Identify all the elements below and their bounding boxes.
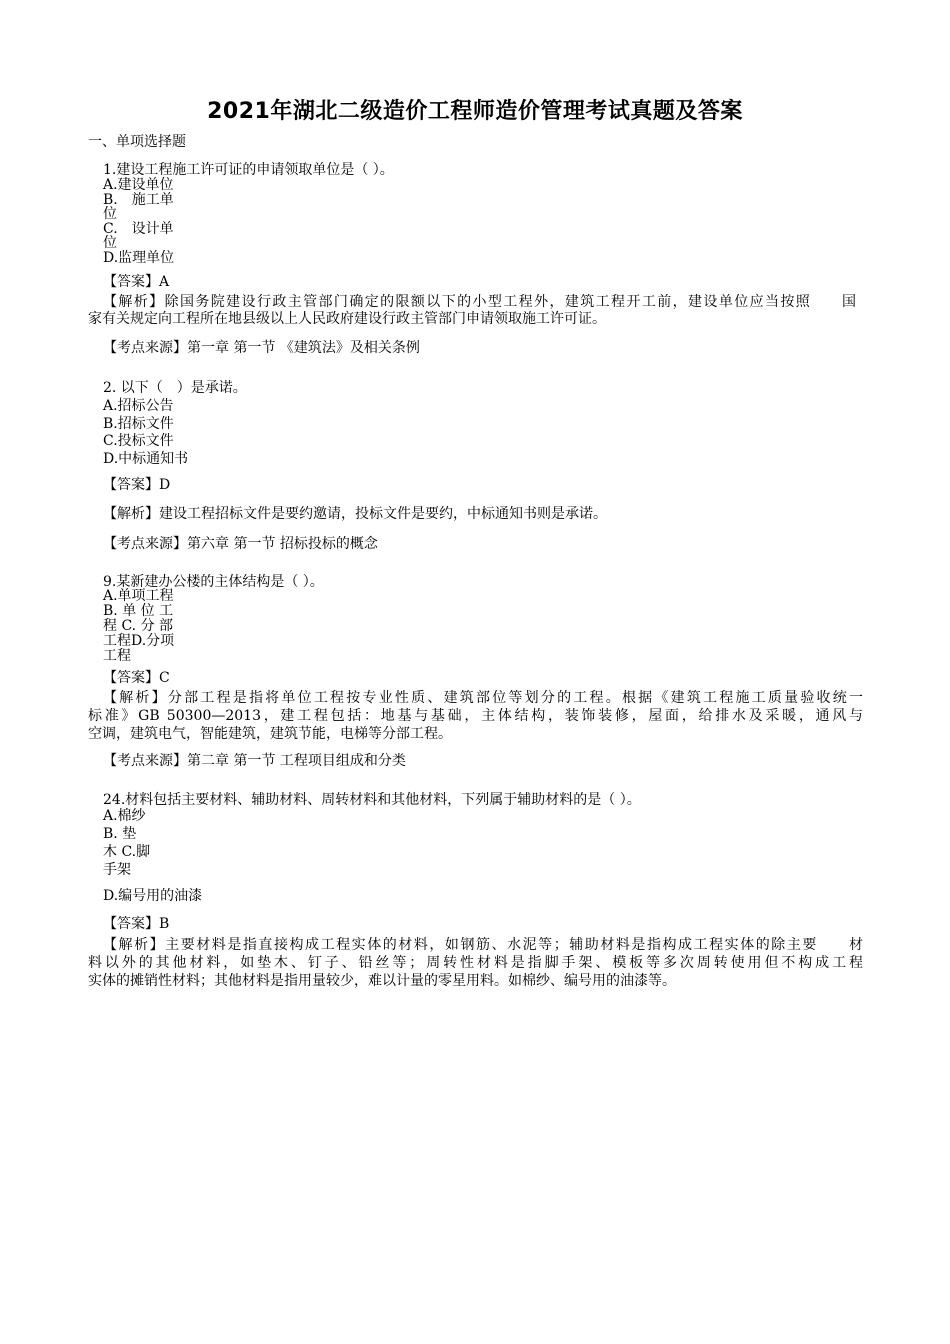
- option: C. 设计单: [103, 221, 174, 237]
- option: 木 C.脚: [103, 844, 151, 860]
- question-stem: 9.某新建办公楼的主体结构是（ ）。: [103, 574, 324, 590]
- answer: 【答案】A: [103, 274, 170, 290]
- answer: 【答案】C: [103, 670, 170, 686]
- page-title: 2021年湖北二级造价工程师造价管理考试真题及答案: [207, 99, 743, 124]
- source: 【考点来源】第六章 第一节 招标投标的概念: [103, 536, 378, 552]
- analysis-line: 空调，建筑电气，智能建筑，建筑节能，电梯等分部工程。: [88, 726, 452, 742]
- option: D.编号用的油漆: [103, 888, 203, 904]
- analysis-line: 家有关规定向工程所在地县级以上人民政府建设行政主管部门申请领取施工许可证。: [88, 311, 606, 327]
- option: D.中标通知书: [103, 451, 189, 467]
- option: 程 C. 分 部: [103, 618, 174, 634]
- question-stem: 2. 以下（ ）是承诺。: [103, 380, 247, 396]
- option: 工程D.分项: [103, 633, 175, 649]
- section-heading: 一、单项选择题: [88, 134, 186, 150]
- option: B.招标文件: [103, 416, 174, 432]
- analysis-line: 【解析】分部工程是指将单位工程按专业性质、建筑部位等划分的工程。根据《建筑工程施工质量验收统一: [103, 690, 863, 706]
- source: 【考点来源】第二章 第一节 工程项目组成和分类: [103, 753, 406, 769]
- option: C.投标文件: [103, 433, 174, 449]
- source: 【考点来源】第一章 第一节 《建筑法》及相关条例: [103, 340, 420, 356]
- analysis-line: 标准》GB 50300—2013，建工程包括：地基与基础，主体结构，装饰装修，屋面，给排水及采暖，通风与: [88, 708, 863, 724]
- question-stem: 24.材料包括主要材料、辅助材料、周转材料和其他材料，下列属于辅助材料的是（ ）。: [103, 792, 641, 808]
- option: 手架: [103, 862, 131, 878]
- option: A.建设单位: [103, 177, 174, 193]
- question-stem: 1.建设工程施工许可证的申请领取单位是（ ）。: [103, 162, 394, 178]
- option: 位: [103, 206, 117, 222]
- option: B. 施工单: [103, 192, 174, 208]
- answer: 【答案】D: [103, 477, 171, 493]
- analysis-line: 【解析】主要材料是指直接构成工程实体的材料，如钢筋、水泥等；辅助材料是指构成工程实体的除主要 材: [103, 937, 863, 953]
- analysis-line: 【解析】除国务院建设行政主管部门确定的限额以下的小型工程外，建筑工程开工前，建设单位应当按照 国: [103, 294, 856, 310]
- option: A.单项工程: [103, 588, 174, 604]
- option: B. 单 位 工: [103, 603, 174, 619]
- option: A.棉纱: [103, 808, 146, 824]
- option: B. 垫: [103, 826, 137, 842]
- option: A.招标公告: [103, 398, 174, 414]
- answer: 【答案】B: [103, 916, 170, 932]
- option: D.监理单位: [103, 250, 175, 266]
- analysis-line: 【解析】建设工程招标文件是要约邀请，投标文件是要约，中标通知书则是承诺。: [103, 506, 607, 522]
- option: 位: [103, 235, 117, 251]
- analysis-line: 料以外的其他材料，如垫木、钉子、铅丝等；周转性材料是指脚手架、模板等多次周转使用但不构成工程: [88, 955, 863, 971]
- option: 工程: [103, 648, 131, 664]
- analysis-line: 实体的摊销性材料；其他材料是指用量较少，难以计量的零星用料。如棉纱、编号用的油漆等。: [88, 973, 676, 989]
